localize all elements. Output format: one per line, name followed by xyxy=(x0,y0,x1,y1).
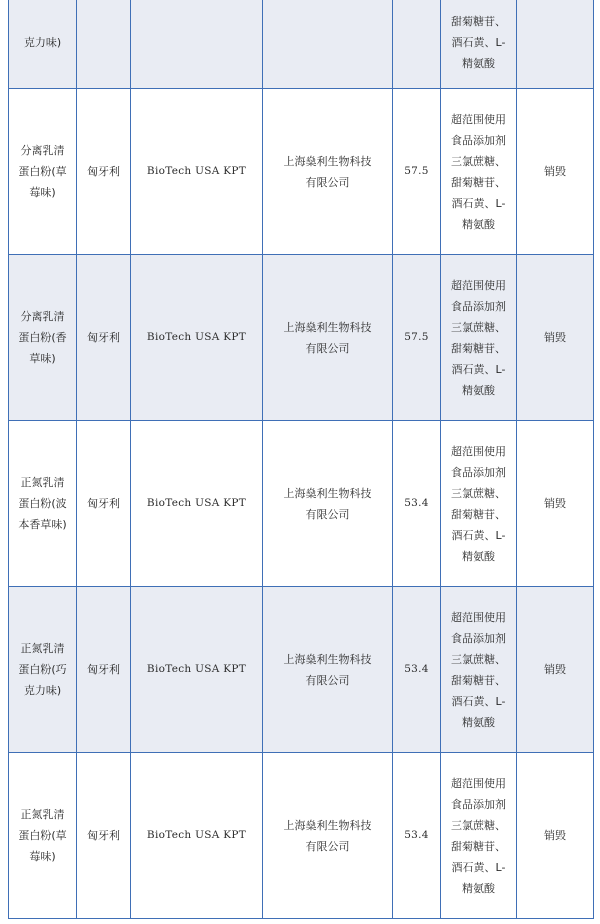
product-name-cell-line: 莓味) xyxy=(29,186,56,199)
action-cell: 销毁 xyxy=(517,89,594,255)
product-name-cell xyxy=(9,0,77,89)
weight-cell: 57.5 xyxy=(393,255,441,421)
action-cell xyxy=(517,0,594,89)
rejection-reason-cell-line: 三氯蔗糖、 xyxy=(451,320,506,334)
brand-cell: BioTech USA KPT xyxy=(131,587,263,753)
rejection-reason-cell-line: 甜菊糖苷、 xyxy=(451,507,506,521)
rejection-reason-cell-line: 超范围使用 xyxy=(451,776,506,790)
importer-cell-line: 上海燊利生物科技 xyxy=(283,154,372,168)
importer-cell xyxy=(263,421,393,587)
importer-cell-line: 有限公司 xyxy=(305,507,350,521)
rejection-reason-cell-line: 酒石黄、L- xyxy=(451,528,506,542)
rejection-reason-cell-line: 酒石黄、L- xyxy=(451,196,506,210)
rejection-reason-cell-line: 精氨酸 xyxy=(462,881,495,895)
importer-cell-line: 有限公司 xyxy=(305,673,350,687)
rejection-reason-cell xyxy=(441,89,517,255)
weight-cell: 53.4 xyxy=(393,587,441,753)
rejection-reason-cell-line: 精氨酸 xyxy=(462,383,495,397)
weight-cell: 53.4 xyxy=(393,421,441,587)
rejection-reason-cell xyxy=(441,421,517,587)
rejection-reason-cell-line: 甜菊糖苷、 xyxy=(451,15,506,28)
importer-cell-line: 有限公司 xyxy=(305,341,350,355)
weight-cell xyxy=(393,0,441,89)
origin-country-cell: 匈牙利 xyxy=(77,89,131,255)
product-name-cell-line: 分离乳清 xyxy=(20,144,65,157)
weight-cell: 57.5 xyxy=(393,89,441,255)
rejection-reason-cell-line: 超范围使用 xyxy=(451,112,506,126)
rejection-reason-cell-line: 三氯蔗糖、 xyxy=(451,486,506,500)
product-name-cell-line: 蛋白粉(草 xyxy=(18,829,67,842)
brand-cell: BioTech USA KPT xyxy=(131,753,263,919)
rejection-reason-cell-line: 精氨酸 xyxy=(462,549,495,563)
product-name-cell-line: 正氮乳清 xyxy=(20,476,65,489)
action-cell: 销毁 xyxy=(517,421,594,587)
rejection-reason-cell-line: 食品添加剂 xyxy=(451,797,506,811)
brand-cell: BioTech USA KPT xyxy=(131,89,263,255)
action-cell: 销毁 xyxy=(517,753,594,919)
importer-cell-line: 上海燊利生物科技 xyxy=(283,486,372,500)
rejection-reason-cell-line: 精氨酸 xyxy=(462,715,495,729)
rejection-reason-cell-line: 精氨酸 xyxy=(462,217,495,231)
rejection-reason-cell-line: 酒石黄、L- xyxy=(451,36,506,49)
product-name-cell-line: 本香草味) xyxy=(18,518,67,531)
rejection-reason-cell-line: 三氯蔗糖、 xyxy=(451,818,506,832)
rejection-reason-cell xyxy=(441,0,517,89)
rejection-reason-cell-line: 甜菊糖苷、 xyxy=(451,341,506,355)
product-name-cell-line: 分离乳清 xyxy=(20,310,65,323)
rejection-reason-cell-line: 三氯蔗糖、 xyxy=(451,652,506,666)
rejection-reason-cell-line: 酒石黄、L- xyxy=(451,362,506,376)
product-name-cell-line: 莓味) xyxy=(29,850,56,863)
product-name-cell xyxy=(9,421,77,587)
rejection-reason-cell xyxy=(441,587,517,753)
product-name-cell-line: 草味) xyxy=(29,352,56,365)
product-name-cell xyxy=(9,753,77,919)
rejection-reason-cell xyxy=(441,255,517,421)
importer-cell-line: 有限公司 xyxy=(305,839,350,853)
table-row xyxy=(9,255,594,421)
importer-cell-line: 上海燊利生物科技 xyxy=(283,320,372,334)
origin-country-cell xyxy=(77,0,131,89)
product-name-cell-line: 克力味) xyxy=(23,36,62,49)
rejection-reason-cell-line: 酒石黄、L- xyxy=(451,694,506,708)
table-row xyxy=(9,753,594,919)
rejection-reason-cell-line: 超范围使用 xyxy=(451,444,506,458)
rejection-reason-cell-line: 甜菊糖苷、 xyxy=(451,175,506,189)
table-body xyxy=(9,0,594,919)
product-name-cell-line: 蛋白粉(波 xyxy=(18,497,67,510)
rejected-products-table xyxy=(8,0,594,919)
table-row xyxy=(9,0,594,89)
importer-cell xyxy=(263,255,393,421)
product-name-cell-line: 正氮乳清 xyxy=(20,808,65,821)
table-row xyxy=(9,89,594,255)
origin-country-cell: 匈牙利 xyxy=(77,753,131,919)
product-name-cell xyxy=(9,587,77,753)
rejection-reason-cell-line: 超范围使用 xyxy=(451,278,506,292)
rejection-reason-cell-line: 甜菊糖苷、 xyxy=(451,673,506,687)
brand-cell: BioTech USA KPT xyxy=(131,421,263,587)
brand-cell xyxy=(131,0,263,89)
brand-cell: BioTech USA KPT xyxy=(131,255,263,421)
product-name-cell-line: 克力味) xyxy=(23,684,62,697)
action-cell: 销毁 xyxy=(517,255,594,421)
rejection-reason-cell-line: 三氯蔗糖、 xyxy=(451,154,506,168)
importer-cell xyxy=(263,89,393,255)
rejection-reason-cell xyxy=(441,753,517,919)
rejection-reason-cell-line: 酒石黄、L- xyxy=(451,860,506,874)
rejection-reason-cell-line: 食品添加剂 xyxy=(451,299,506,313)
rejection-reason-cell-line: 食品添加剂 xyxy=(451,465,506,479)
importer-cell xyxy=(263,587,393,753)
origin-country-cell: 匈牙利 xyxy=(77,421,131,587)
rejection-reason-cell-line: 精氨酸 xyxy=(462,57,495,70)
table-row xyxy=(9,421,594,587)
importer-cell-line: 上海燊利生物科技 xyxy=(283,818,372,832)
table-row xyxy=(9,587,594,753)
rejection-reason-cell-line: 食品添加剂 xyxy=(451,631,506,645)
rejection-reason-cell-line: 甜菊糖苷、 xyxy=(451,839,506,853)
rejection-reason-cell-line: 超范围使用 xyxy=(451,610,506,624)
importer-cell xyxy=(263,753,393,919)
origin-country-cell: 匈牙利 xyxy=(77,255,131,421)
product-name-cell-line: 蛋白粉(草 xyxy=(18,165,67,178)
product-name-cell xyxy=(9,255,77,421)
rejection-reason-cell-line: 食品添加剂 xyxy=(451,133,506,147)
product-name-cell-line: 蛋白粉(香 xyxy=(18,331,67,344)
product-name-cell-line: 正氮乳清 xyxy=(20,642,65,655)
importer-cell xyxy=(263,0,393,89)
importer-cell-line: 上海燊利生物科技 xyxy=(283,652,372,666)
weight-cell: 53.4 xyxy=(393,753,441,919)
action-cell: 销毁 xyxy=(517,587,594,753)
product-name-cell xyxy=(9,89,77,255)
product-name-cell-line: 蛋白粉(巧 xyxy=(18,663,67,676)
importer-cell-line: 有限公司 xyxy=(305,175,350,189)
origin-country-cell: 匈牙利 xyxy=(77,587,131,753)
